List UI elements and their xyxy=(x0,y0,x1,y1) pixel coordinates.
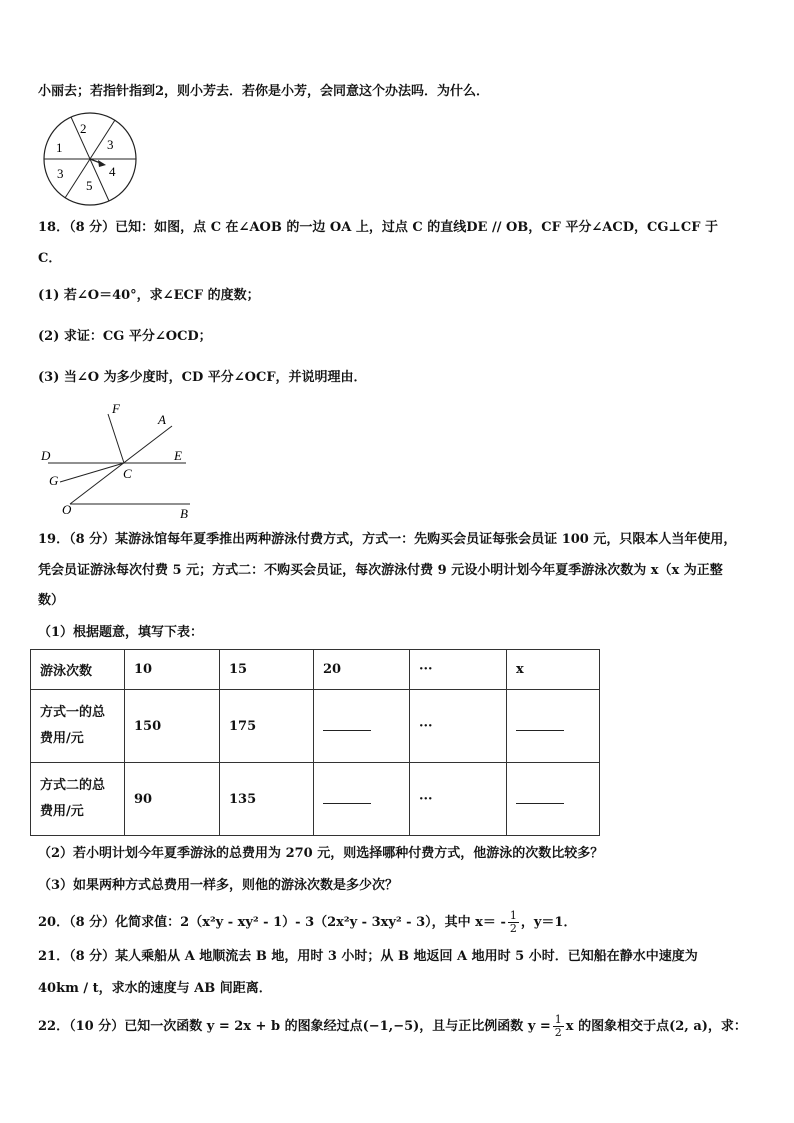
q18-line1: 18．（8 分）已知：如图，点 C 在∠AOB 的一边 OA 上，过点 C 的直线DE // OB，CF 平分∠ACD，CG⊥CF 于 xyxy=(38,220,719,235)
fraction-denominator: 2 xyxy=(509,922,517,935)
q20-text-end: ，y＝1． xyxy=(520,915,577,930)
q18-sub3: (3) 当∠O 为多少度时，CD 平分∠OCF，并说明理由． xyxy=(38,370,367,385)
row-label-text: 方式一的总 xyxy=(40,705,106,720)
row-label-text: 方式二的总 xyxy=(40,778,106,793)
table-cell: ··· xyxy=(410,763,507,836)
row-label-text: 费用/元 xyxy=(40,731,84,746)
sector-label: 5 xyxy=(86,178,93,193)
q22-line xyxy=(38,1012,747,1042)
q19-line2: 凭会员证游泳每次付费 5 元；方式二：不购买会员证，每次游泳付费 9 元设小明计划今年夏季游泳次数为 x（x 为正整 xyxy=(38,563,723,578)
q22-text: 22．（10 分）已知一次函数 y = 2x + b 的图象经过点(−1,−5)，且与正比例函数 y = xyxy=(38,1019,551,1034)
q22-text-end: x 的图象相交于点(2, a)，求： xyxy=(565,1019,747,1034)
q18-sub2: (2) 求证：CG 平分∠OCD； xyxy=(38,329,212,344)
sector-label: 1 xyxy=(56,140,63,155)
table-cell: 游泳次数 xyxy=(31,650,125,690)
blank-cell xyxy=(314,763,410,836)
label-D: D xyxy=(41,448,51,463)
ray-CF xyxy=(108,414,124,463)
blank-cell xyxy=(507,763,600,836)
table-cell: 10 xyxy=(125,650,220,690)
label-G: G xyxy=(49,473,59,488)
table-cell: ··· xyxy=(410,650,507,690)
table-header-row xyxy=(31,650,600,690)
row-label-text: 费用/元 xyxy=(40,804,84,819)
pointer-arrowhead xyxy=(98,160,106,167)
table-cell: x xyxy=(507,650,600,690)
q20-fraction xyxy=(508,910,519,935)
q22-fraction xyxy=(553,1014,564,1039)
answer-blank xyxy=(516,791,564,804)
q20-line xyxy=(38,908,576,938)
answer-blank xyxy=(323,718,371,731)
spinner-figure xyxy=(36,112,148,206)
sector-label: 3 xyxy=(107,137,114,152)
blank-cell xyxy=(314,690,410,763)
label-O: O xyxy=(62,502,72,517)
table-cell: 175 xyxy=(220,690,314,763)
fraction-numerator: 1 xyxy=(554,1013,562,1026)
table-row xyxy=(31,763,600,836)
q21-line1: 21．（8 分）某人乘船从 A 地顺流去 B 地，用时 3 小时；从 B 地返回 A 地用时 5 小时．已知船在静水中速度为 xyxy=(38,949,698,964)
label-E: E xyxy=(174,448,182,463)
table-cell: 150 xyxy=(125,690,220,763)
sector-label: 2 xyxy=(80,121,87,136)
q21-line2: 40km / t，求水的速度与 AB 间距离． xyxy=(38,981,272,996)
answer-blank xyxy=(323,791,371,804)
table-cell: 15 xyxy=(220,650,314,690)
row-label-cell xyxy=(31,763,125,836)
ray-OA xyxy=(70,426,172,504)
fee-table xyxy=(30,649,600,836)
fraction-denominator: 2 xyxy=(554,1026,562,1039)
sector-label: 3 xyxy=(57,166,64,181)
label-A: A xyxy=(158,412,166,427)
table-row xyxy=(31,690,600,763)
ray-CG xyxy=(60,463,124,482)
q19-sub2: （2）若小明计划今年夏季游泳的总费用为 270 元，则选择哪种付费方式，他游泳的次数比较多？ xyxy=(38,846,604,861)
table-cell: 20 xyxy=(314,650,410,690)
fraction-numerator: 1 xyxy=(509,909,517,922)
q19-line3: 数） xyxy=(38,593,65,608)
q18-line2: C． xyxy=(38,251,62,266)
q19-sub1: （1）根据题意，填写下表： xyxy=(38,625,204,640)
q19-sub3: （3）如果两种方式总费用一样多，则他的游泳次数是多少次？ xyxy=(38,878,399,893)
q20-text: 20．（8 分）化简求值：2（x²y - xy² - 1）- 3（2x²y - 3xy² - 3），其中 x＝ - xyxy=(38,915,506,930)
table-cell: 90 xyxy=(125,763,220,836)
blank-cell xyxy=(507,690,600,763)
sector-label: 4 xyxy=(109,164,116,179)
label-B: B xyxy=(180,506,188,521)
label-F: F xyxy=(112,401,120,416)
table-cell: 135 xyxy=(220,763,314,836)
intro-line: 小丽去；若指针指到2，则小芳去．若你是小芳，会同意这个办法吗．为什么． xyxy=(38,84,490,99)
row-label-cell xyxy=(31,690,125,763)
q18-sub1: (1) 若∠O＝40°，求∠ECF 的度数； xyxy=(38,288,260,303)
label-C: C xyxy=(123,466,132,481)
q19-line1: 19．（8 分）某游泳馆每年夏季推出两种游泳付费方式，方式一：先购买会员证每张会员证 100 元，只限本人当年使用， xyxy=(38,532,737,547)
table-cell: ··· xyxy=(410,690,507,763)
q18-geometry-figure xyxy=(38,398,198,522)
answer-blank xyxy=(516,718,564,731)
